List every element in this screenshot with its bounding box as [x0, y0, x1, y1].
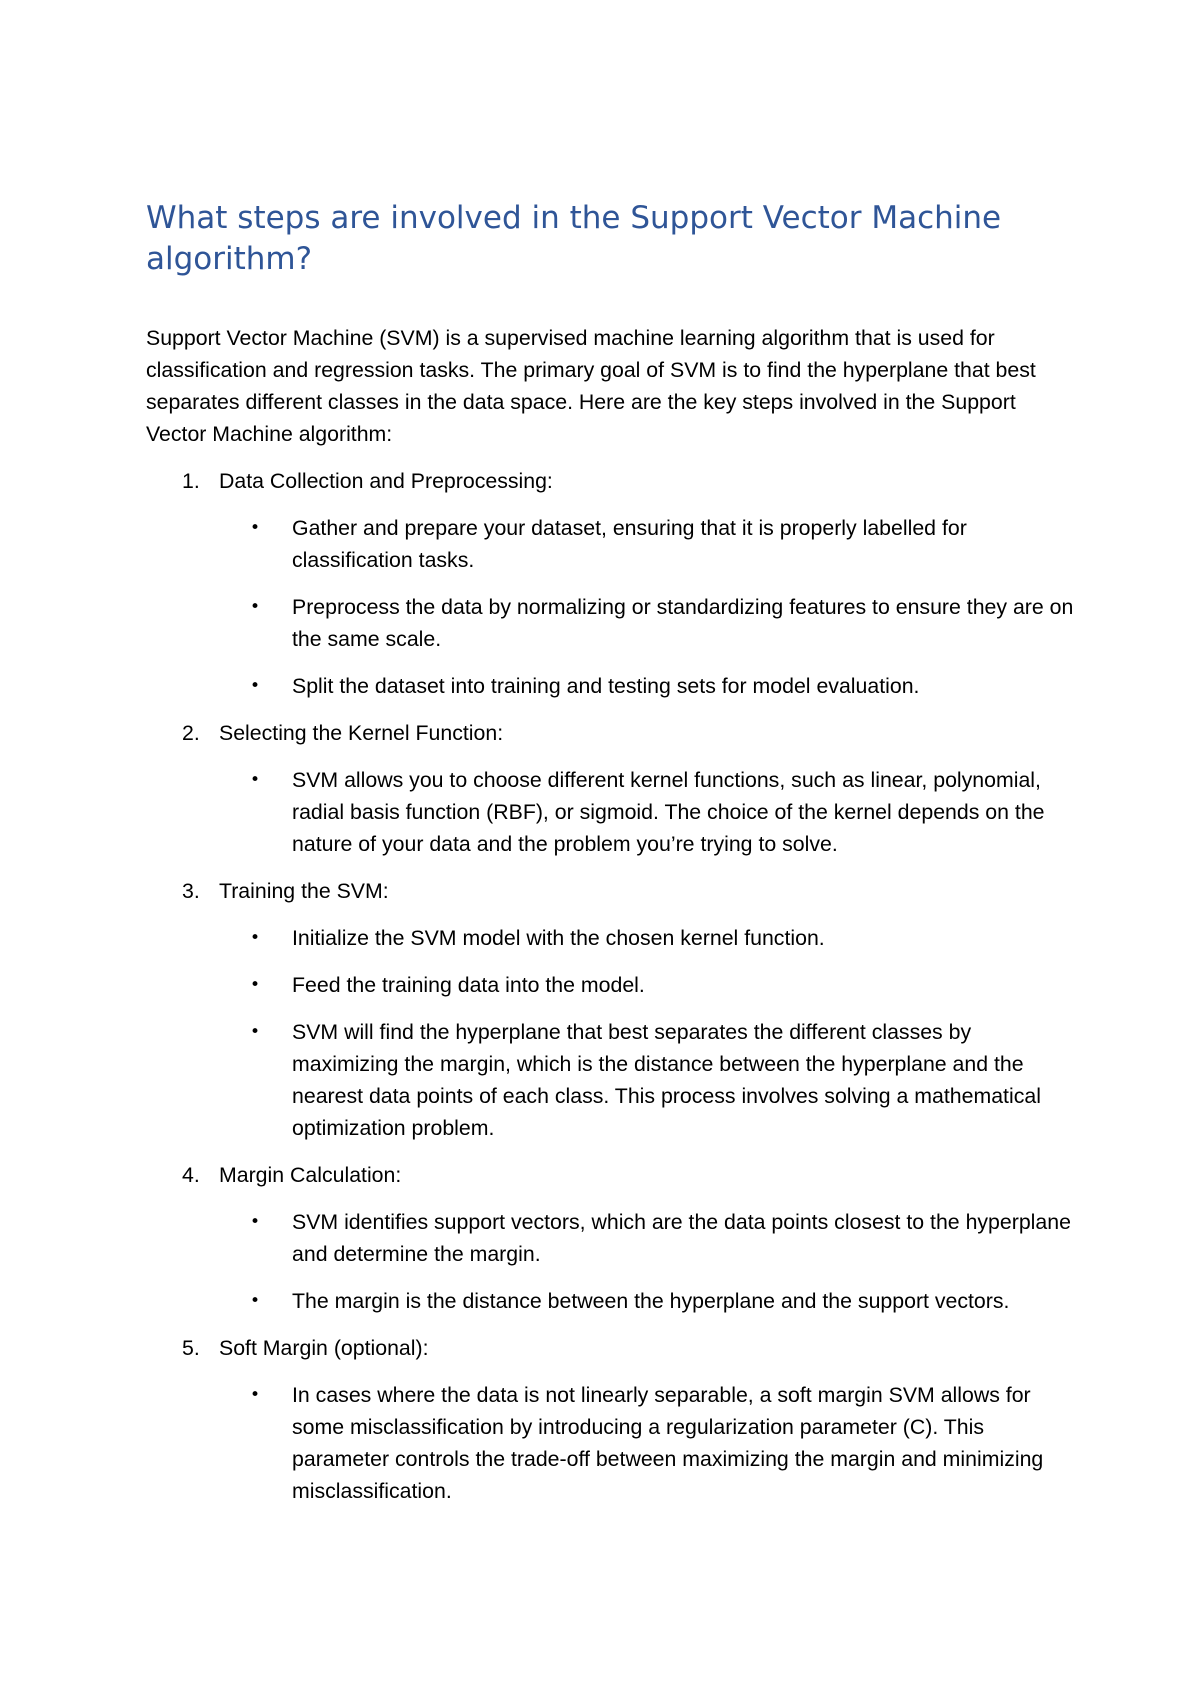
bullet-dot-icon: •	[250, 928, 261, 948]
step-heading	[146, 465, 1076, 497]
step-number: 1.	[182, 469, 200, 493]
bullet-item	[146, 1379, 1076, 1507]
bullet-text: The margin is the distance between the hyperplane and the support vectors.	[292, 1289, 1010, 1313]
bullet-text: Gather and prepare your dataset, ensuring that it is properly labelled for classification tasks.	[292, 516, 967, 572]
bullet-text: Feed the training data into the model.	[292, 973, 645, 997]
page-title: What steps are involved in the Support Vector Machine algorithm?	[146, 200, 1002, 277]
bullet-text: SVM identifies support vectors, which are the data points closest to the hyperplane and determine the margin.	[292, 1210, 1071, 1266]
bullet-item	[146, 591, 1076, 655]
bullet-dot-icon: •	[250, 1291, 261, 1311]
step-item	[146, 717, 1076, 860]
bullet-item	[146, 1285, 1076, 1317]
bullet-dot-icon: •	[250, 597, 261, 617]
bullet-list	[146, 512, 1076, 702]
document-content	[146, 198, 1076, 1522]
bullet-dot-icon: •	[250, 1385, 261, 1405]
bullet-list	[146, 764, 1076, 860]
bullet-dot-icon: •	[250, 1212, 261, 1232]
bullet-list	[146, 922, 1076, 1144]
bullet-item	[146, 1016, 1076, 1144]
bullet-text: Preprocess the data by normalizing or standardizing features to ensure they are on the same scale.	[292, 595, 1074, 651]
bullet-item	[146, 512, 1076, 576]
step-item	[146, 465, 1076, 702]
bullet-dot-icon: •	[250, 1022, 261, 1042]
step-heading	[146, 1332, 1076, 1364]
bullet-item	[146, 670, 1076, 702]
bullet-dot-icon: •	[250, 975, 261, 995]
bullet-dot-icon: •	[250, 770, 261, 790]
step-heading-text: Margin Calculation:	[219, 1163, 402, 1187]
intro-paragraph: Support Vector Machine (SVM) is a supervised machine learning algorithm that is used for classification and regression tasks. The primary goal of SVM is to find the hyperplane that best separates different classes in the data space. Here are the key steps involved in the Support Vector Machine algorithm:	[146, 326, 1036, 446]
bullet-text: SVM will find the hyperplane that best separates the different classes by maximizing the margin, which is the distance between the hyperplane and the nearest data points of each class. This process involves solving a mathematical optimization problem.	[292, 1020, 1041, 1140]
bullet-list	[146, 1379, 1076, 1507]
step-item	[146, 1332, 1076, 1507]
bullet-item	[146, 1206, 1076, 1270]
step-number: 5.	[182, 1336, 200, 1360]
bullet-item	[146, 969, 1076, 1001]
step-number: 2.	[182, 721, 200, 745]
step-heading-text: Soft Margin (optional):	[219, 1336, 429, 1360]
step-number: 4.	[182, 1163, 200, 1187]
bullet-text: In cases where the data is not linearly separable, a soft margin SVM allows for some misclassification by introducing a regularization parameter (C). This parameter controls the trade-off between maximizing the margin and minimizing misclassification.	[292, 1383, 1044, 1503]
step-heading-text: Selecting the Kernel Function:	[219, 721, 504, 745]
bullet-text: Split the dataset into training and testing sets for model evaluation.	[292, 674, 920, 698]
step-heading	[146, 1159, 1076, 1191]
bullet-text: Initialize the SVM model with the chosen kernel function.	[292, 926, 825, 950]
bullet-list	[146, 1206, 1076, 1317]
step-heading-text: Training the SVM:	[219, 879, 389, 903]
steps-list	[146, 465, 1076, 1507]
step-item	[146, 875, 1076, 1144]
bullet-dot-icon: •	[250, 518, 261, 538]
step-number: 3.	[182, 879, 200, 903]
step-heading-text: Data Collection and Preprocessing:	[219, 469, 553, 493]
step-heading	[146, 717, 1076, 749]
step-item	[146, 1159, 1076, 1317]
step-heading	[146, 875, 1076, 907]
bullet-text: SVM allows you to choose different kernel functions, such as linear, polynomial, radial basis function (RBF), or sigmoid. The choice of the kernel depends on the nature of your data and the problem you’re trying to solve.	[292, 768, 1045, 856]
bullet-dot-icon: •	[250, 676, 261, 696]
bullet-item	[146, 764, 1076, 860]
bullet-item	[146, 922, 1076, 954]
